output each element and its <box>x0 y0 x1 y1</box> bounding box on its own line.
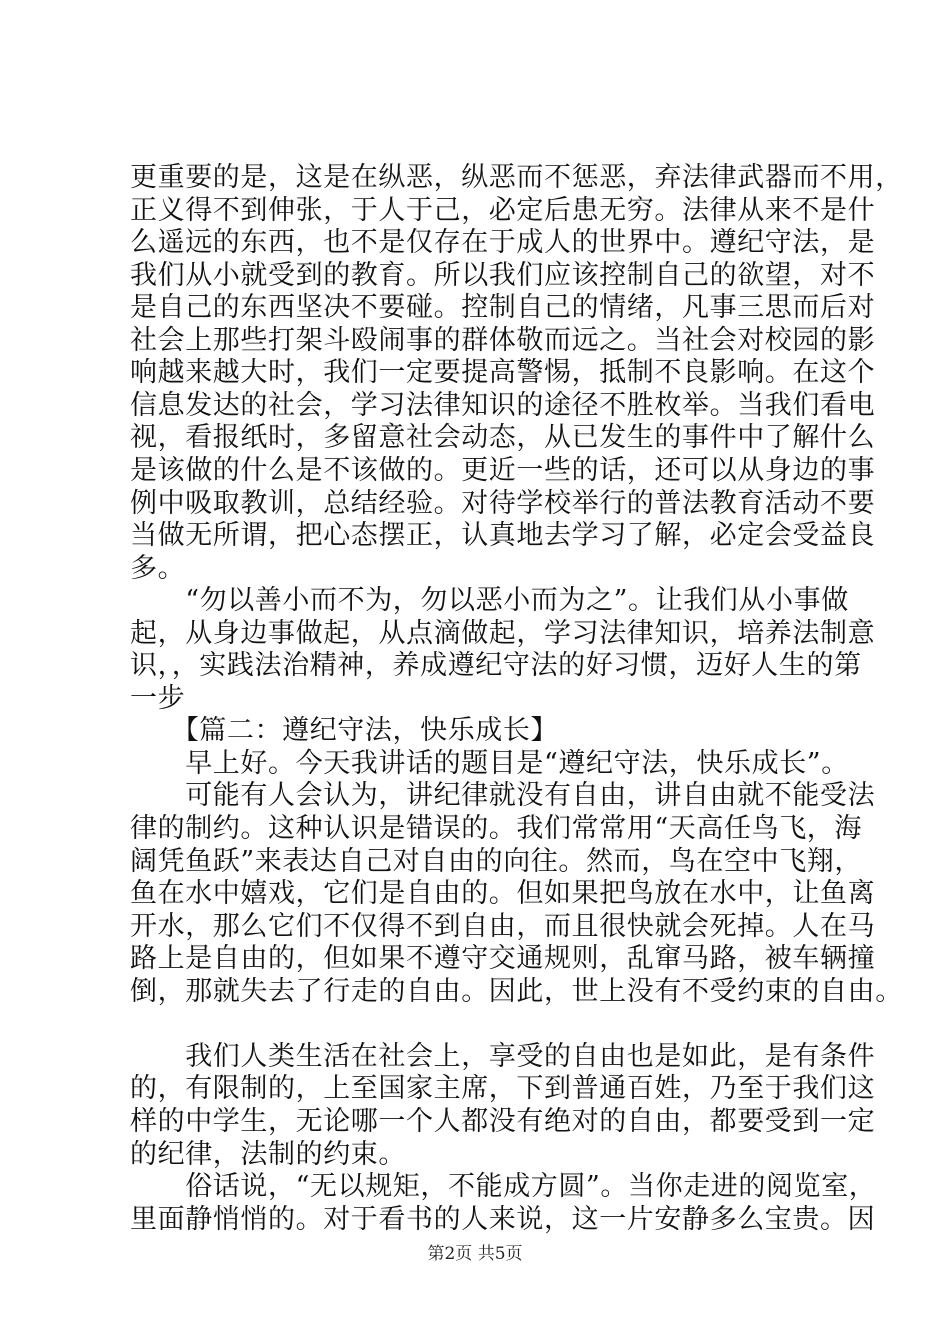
text-line: 是该做的什么是不该做的。更近一些的话，还可以从身边的事 <box>130 454 876 486</box>
text-line: 么遥远的东西，也不是仅存在于成人的世界中。遵纪守法，是 <box>130 227 876 259</box>
text-line: 鱼在水中嬉戏，它们是自由的。但如果把鸟放在水中，让鱼离 <box>130 878 876 910</box>
text-line: 信息发达的社会，学习法律知识的途径不胜枚举。当我们看电 <box>130 389 876 421</box>
text-line: 【篇二：遵纪守法，快乐成长】 <box>130 715 559 747</box>
text-line: 更重要的是，这是在纵恶，纵恶而不惩恶，弃法律武器而不用， <box>130 162 903 193</box>
text-line: 可能有人会认为，讲纪律就没有自由，讲自由就不能受法 <box>130 780 876 812</box>
text-line: 里面静悄悄的。对于看书的人来说，这一片安静多么宝贵。因 <box>130 1203 876 1235</box>
text-line: 视，看报纸时，多留意社会动态，从已发生的事件中了解什么 <box>130 422 876 454</box>
text-line: 我们从小就受到的教育。所以我们应该控制自己的欲望，对不 <box>130 259 876 291</box>
text-line: 开水，那么它们不仅得不到自由，而且很快就会死掉。人在马 <box>130 910 876 942</box>
text-line: 早上好。今天我讲话的题目是“遵纪守法，快乐成长”。 <box>130 747 849 779</box>
text-line: 的，有限制的，上至国家主席，下到普通百姓，乃至于我们这 <box>130 1073 876 1105</box>
text-line: 多。 <box>130 552 186 584</box>
text-line: 我们人类生活在社会上，享受的自由也是如此，是有条件 <box>130 1040 876 1072</box>
text-line <box>130 1008 850 1040</box>
text-line: 响越来越大时，我们一定要提高警惕，抵制不良影响。在这个 <box>130 357 876 389</box>
text-line: 阔凭鱼跃”来表达自己对自由的向往。然而，鸟在空中飞翔， <box>130 845 863 877</box>
text-line: 路上是自由的，但如果不遵守交通规则，乱窜马路，被车辆撞 <box>130 943 876 975</box>
text-line: 样的中学生，无论哪一个人都没有绝对的自由，都要受到一定 <box>130 1105 876 1137</box>
text-line: 一步 <box>130 682 186 714</box>
page-footer: 第2页 共5页 <box>427 1244 523 1264</box>
text-line: 倒，那就失去了行走的自由。因此，世上没有不受约束的自由。 <box>130 975 903 1007</box>
text-line: 律的制约。这种认识是错误的。我们常常用“天高任鸟飞，海 <box>130 813 863 844</box>
text-line: 起，从身边事做起，从点滴做起，学习法律知识，培养法制意 <box>130 617 876 649</box>
text-line: 例中吸取教训，总结经验。对待学校举行的普法教育活动不要 <box>130 487 876 519</box>
text-line: 是自己的东西坚决不要碰。控制自己的情绪，凡事三思而后对 <box>130 292 876 324</box>
text-line: 识，，实践法治精神，养成遵纪守法的好习惯，迈好人生的第 <box>130 650 862 682</box>
text-line: 当做无所谓，把心态摆正，认真地去学习了解，必定会受益良 <box>130 520 876 552</box>
text-line: 社会上那些打架斗殴闹事的群体敬而远之。当社会对校园的影 <box>130 324 876 356</box>
text-line: 俗话说，“无以规矩，不能成方圆”。当你走进的阅览室， <box>130 1171 877 1203</box>
text-line: 的纪律，法制的约束。 <box>130 1138 406 1170</box>
text-line: “勿以善小而不为，勿以恶小而为之”。让我们从小事做 <box>130 585 849 617</box>
text-line: 正义得不到伸张，于人于己，必定后患无穷。法律从来不是什 <box>130 194 876 226</box>
